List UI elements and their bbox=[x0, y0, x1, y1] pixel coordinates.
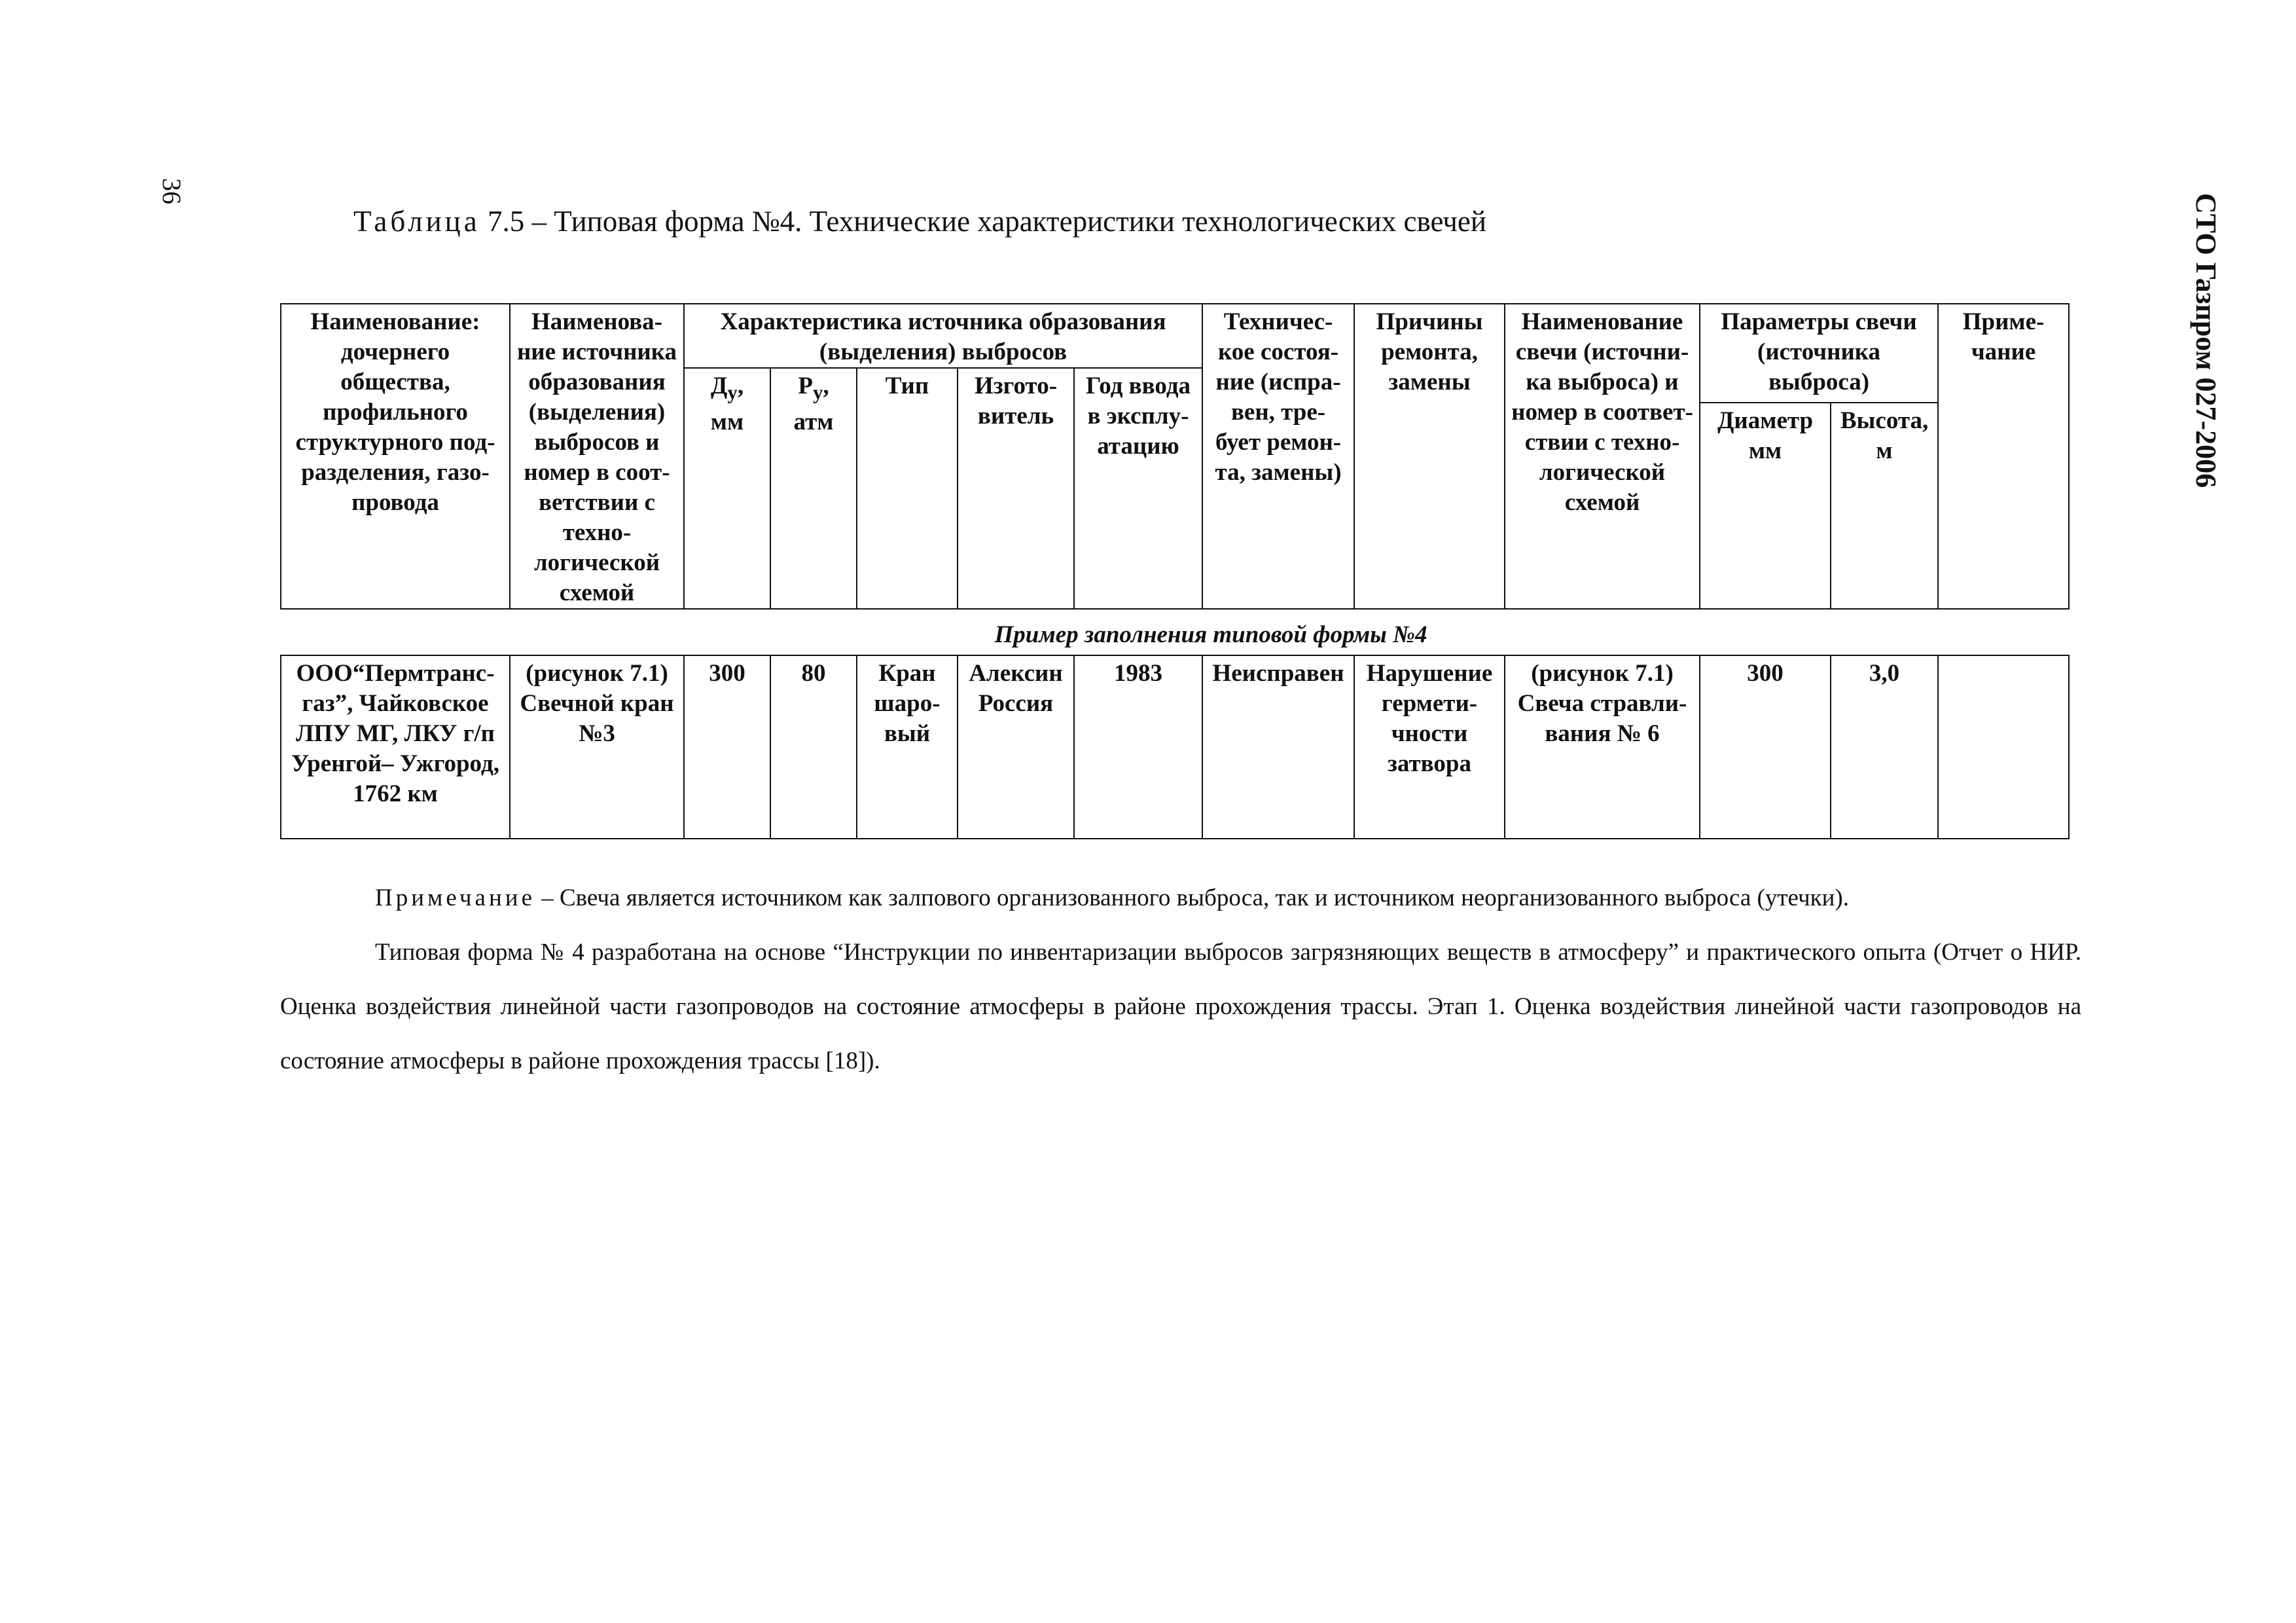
header-p-subscript: у bbox=[812, 381, 823, 404]
header-d-unit: мм bbox=[710, 409, 744, 436]
cell-note bbox=[1938, 655, 2069, 839]
header-repair-reasons: Причины ремонта, замены bbox=[1354, 304, 1505, 609]
note-label: Примечание bbox=[375, 884, 535, 911]
cell-pressure-nominal: 80 bbox=[770, 655, 857, 839]
cell-diameter-nominal: 300 bbox=[684, 655, 770, 839]
table-row bbox=[281, 655, 2069, 839]
header-pressure-nominal: $Р_у$, атм bbox=[770, 368, 857, 609]
header-org: Наименование: дочернего общества, профильного структурного под- разделения, газо- провода bbox=[281, 304, 510, 609]
standard-code: СТО Газпром 027-2006 bbox=[2190, 192, 2222, 488]
cell-candle: (рисунок 7.1) Свеча стравли- вания № 6 bbox=[1505, 655, 1700, 839]
header-candle-diameter: Диаметр мм bbox=[1700, 403, 1831, 609]
table-title-label: Таблица bbox=[353, 205, 480, 238]
cell-condition: Неисправен bbox=[1202, 655, 1354, 839]
header-candle-name: Наименование свечи (источни- ка выброса) и номер в соответ- ствии с техно- логической схемой bbox=[1505, 304, 1700, 609]
example-table bbox=[280, 655, 2070, 839]
header-commissioning-year: Год ввода в эксплу- атацию bbox=[1074, 368, 1202, 609]
cell-source: (рисунок 7.1) Свечной кран №3 bbox=[510, 655, 684, 839]
cell-type: Кран шаро- вый bbox=[857, 655, 958, 839]
header-d-subscript: у bbox=[727, 381, 738, 404]
header-diameter-nominal: $Д_у$, мм bbox=[684, 368, 770, 609]
form-header-table bbox=[280, 303, 2070, 610]
cell-candle-height: 3,0 bbox=[1831, 655, 1938, 839]
note-text: – Свеча является источником как залпового организованного выброса, так и источником неорганизованного выброса (утечки). bbox=[535, 884, 1849, 911]
header-d-symbol: Д bbox=[710, 373, 728, 399]
header-source-name: Наименова- ние источника образования (выделения) выбросов и номер в соот- ветствии с техно- логической схемой bbox=[510, 304, 684, 609]
cell-candle-diameter: 300 bbox=[1700, 655, 1831, 839]
cell-manufacturer: Алексин Россия bbox=[958, 655, 1074, 839]
example-caption: Пример заполнения типовой формы №4 bbox=[994, 621, 1427, 648]
table-title bbox=[353, 204, 1486, 238]
page-number: 36 bbox=[157, 178, 187, 204]
header-p-symbol: Р bbox=[798, 373, 813, 399]
basis-paragraph: Типовая форма № 4 разработана на основе “Инструкции по инвентаризации выбросов загрязняющих веществ в атмосферу” и практического опыта (Отчет о НИР. Оценка воздействия линейной части газопроводов на состояние атмосферы в районе прохождения трассы. Этап 1. Оценка воздействия линейной части газопроводов на состояние атмосферы в районе прохождения трассы [18]). bbox=[280, 939, 2081, 1074]
header-type: Тип bbox=[857, 368, 958, 609]
header-manufacturer: Изгото- витель bbox=[958, 368, 1074, 609]
header-candle-params: Параметры свечи (источника выброса) bbox=[1700, 304, 1938, 403]
cell-org: ООО“Пермтранс- газ”, Чайковское ЛПУ МГ, ЛКУ г/п Уренгой– Ужгород, 1762 км bbox=[281, 655, 510, 839]
cell-year: 1983 bbox=[1074, 655, 1202, 839]
header-p-unit: атм bbox=[793, 409, 834, 436]
header-candle-height: Высота, м bbox=[1831, 403, 1938, 609]
cell-reasons: Нарушение гермети- чности затвора bbox=[1354, 655, 1505, 839]
header-note: Приме- чание bbox=[1938, 304, 2069, 609]
header-condition: Техничес- кое состоя- ние (испра- вен, тре- бует ремон- та, замены) bbox=[1202, 304, 1354, 609]
table-title-text: 7.5 – Типовая форма №4. Технические характеристики технологических свечей bbox=[480, 205, 1486, 238]
note-paragraph bbox=[280, 871, 2081, 925]
header-source-characteristics: Характеристика источника образования (выделения) выбросов bbox=[684, 304, 1202, 368]
